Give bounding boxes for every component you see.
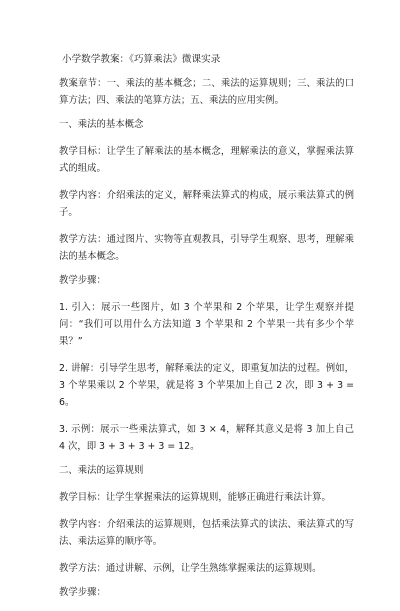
document-title: 小学数学教案：《巧算乘法》微课实录 (62, 54, 221, 65)
section-2-goal: 教学目标：让学生掌握乘法的运算规则，能够正确进行乘法计算。 (59, 492, 331, 503)
section-heading-1: 一、乘法的基本概念 (59, 119, 144, 130)
section-1-step-3: 3. 示例：展示一些乘法算式，如 3 × 4，解释其意义是将 3 加上自己 4 次，即 3 + 3 + 3 + 3 = 12。 (59, 424, 354, 452)
section-1-goal: 教学目标：让学生了解乘法的基本概念，理解乘法的意义，掌握乘法算式的组成。 (59, 146, 354, 174)
section-heading-2: 二、乘法的运算规则 (59, 465, 144, 476)
section-1-method: 教学方法：通过图片、实物等直观教具，引导学生观察、思考，理解乘法的基本概念。 (59, 234, 354, 262)
section-1-step-1: 1. 引入：展示一些图片，如 3 个苹果和 2 个苹果，让学生观察并提问：“我们可以用什么方法知道 3 个苹果和 2 个苹果一共有多少个苹果？” (59, 302, 354, 347)
section-1-steps-label: 教学步骤： (59, 275, 106, 286)
chapter-overview: 教案章节：一、乘法的基本概念；二、乘法的运算规则；三、乘法的口算方法；四、乘法的笔算方法；五、乘法的应用实例。 (59, 78, 354, 106)
section-1-step-2: 2. 讲解：引导学生思考，解释乘法的定义，即重复加法的过程。例如，3 个苹果乘以 2 个苹果，就是将 3 个苹果加上自己 2 次，即 3 + 3 = 6。 (59, 363, 354, 408)
section-1-content: 教学内容：介绍乘法的定义，解释乘法算式的构成，展示乘法算式的例子。 (59, 190, 354, 218)
section-2-method: 教学方法：通过讲解、示例，让学生熟练掌握乘法的运算规则。 (59, 563, 322, 574)
document-page (59, 54, 354, 611)
section-2-content: 教学内容：介绍乘法的运算规则，包括乘法算式的读法、乘法算式的写法、乘法运算的顺序等。 (59, 519, 354, 547)
section-2-steps-label: 教学步骤： (59, 587, 106, 598)
